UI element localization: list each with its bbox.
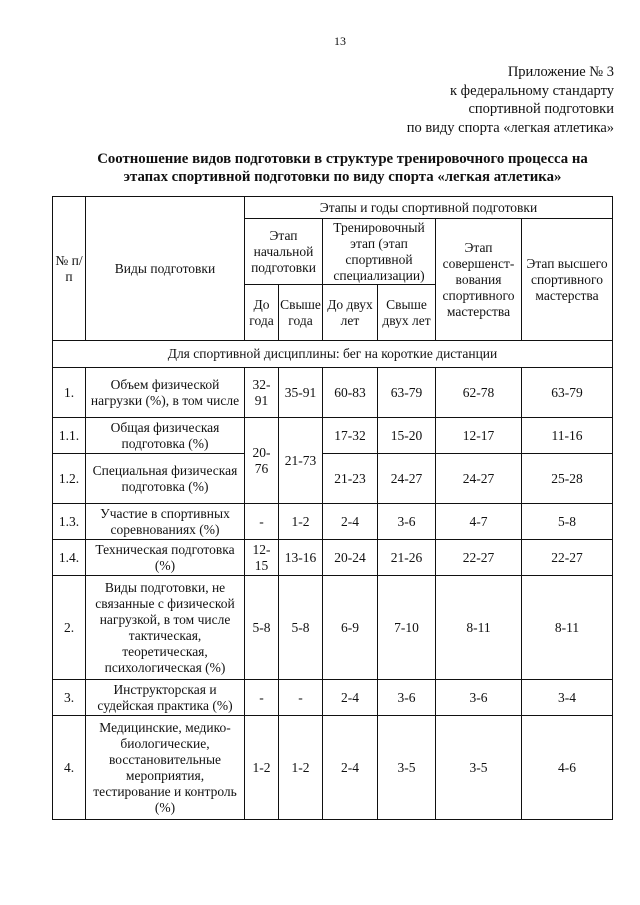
table-row: [53, 418, 613, 454]
cell-value: -: [245, 504, 279, 540]
header-over-two: Свыше двух лет: [378, 285, 436, 341]
cell-value: -: [279, 680, 323, 716]
row-kind: Специальная физическая подготовка (%): [86, 454, 245, 504]
row-num: 1.4.: [53, 540, 86, 576]
cell-value: 5-8: [245, 576, 279, 680]
cell-value: 22-27: [436, 540, 522, 576]
table-row: [53, 716, 613, 820]
cell-value: 63-79: [522, 368, 613, 418]
cell-value: 3-5: [378, 716, 436, 820]
section-title: Для спортивной дисциплины: бег на короткие дистанции: [53, 341, 613, 368]
document-title-line: Соотношение видов подготовки в структуре тренировочного процесса на: [97, 151, 588, 167]
cell-value: 8-11: [522, 576, 613, 680]
cell-value: 12-15: [245, 540, 279, 576]
cell-value: 21-26: [378, 540, 436, 576]
table-row: [53, 680, 613, 716]
cell-value: 13-16: [279, 540, 323, 576]
row-num: 3.: [53, 680, 86, 716]
header-stage-training: Тренировочный этап (этап спортивной специализации): [323, 219, 436, 285]
table-row: [53, 576, 613, 680]
document-title: [70, 150, 615, 186]
table-row: [53, 504, 613, 540]
cell-value: 2-4: [323, 504, 378, 540]
row-num: 1.: [53, 368, 86, 418]
cell-value: 24-27: [378, 454, 436, 504]
document-title-line: этапах спортивной подготовки по виду спорта «легкая атлетика»: [123, 169, 562, 185]
header-stage-higher: Этап высшего спортивного мастерства: [522, 219, 613, 341]
page-number: 13: [334, 34, 346, 48]
table-row: [53, 454, 613, 504]
row-kind: Медицинские, медико-биологические, восстановительные мероприятия, тестирование и контроль (%): [86, 716, 245, 820]
row-kind: Объем физической нагрузки (%), в том числе: [86, 368, 245, 418]
cell-value: 15-20: [378, 418, 436, 454]
cell-value-merged: 20-76: [245, 418, 279, 504]
header-up-to-two: До двух лет: [323, 285, 378, 341]
cell-value: 12-17: [436, 418, 522, 454]
cell-value: 1-2: [279, 716, 323, 820]
cell-value: 3-6: [436, 680, 522, 716]
cell-value: 20-24: [323, 540, 378, 576]
cell-value: 4-7: [436, 504, 522, 540]
row-num: 1.1.: [53, 418, 86, 454]
cell-value: 4-6: [522, 716, 613, 820]
row-num: 1.2.: [53, 454, 86, 504]
cell-value: 3-4: [522, 680, 613, 716]
cell-value: 2-4: [323, 716, 378, 820]
cell-value: 62-78: [436, 368, 522, 418]
cell-value: 1-2: [245, 716, 279, 820]
cell-value: 8-11: [436, 576, 522, 680]
header-stage-initial: Этап начальной подготовки: [245, 219, 323, 285]
header-num: № п/п: [53, 197, 86, 341]
appendix-line: к федеральному стандарту: [450, 82, 614, 99]
cell-value: 32-91: [245, 368, 279, 418]
cell-value: 1-2: [279, 504, 323, 540]
cell-value: 3-6: [378, 504, 436, 540]
header-over-year: Свыше года: [279, 285, 323, 341]
cell-value: 24-27: [436, 454, 522, 504]
appendix-line: спортивной подготовки: [468, 101, 614, 117]
row-kind: Виды подготовки, не связанные с физической нагрузкой, в том числе тактическая, теоретическая, психологическая (%): [86, 576, 245, 680]
cell-value: 7-10: [378, 576, 436, 680]
cell-value: 35-91: [279, 368, 323, 418]
cell-value: 2-4: [323, 680, 378, 716]
table-row: [53, 368, 613, 418]
cell-value: 25-28: [522, 454, 613, 504]
cell-value-merged: 21-73: [279, 418, 323, 504]
row-num: 4.: [53, 716, 86, 820]
cell-value: 11-16: [522, 418, 613, 454]
cell-value: 5-8: [522, 504, 613, 540]
table-row: [53, 540, 613, 576]
header-stage-improvement: Этап совершенст-вования спортивного мастерства: [436, 219, 522, 341]
appendix-block: [407, 63, 614, 137]
row-num: 1.3.: [53, 504, 86, 540]
cell-value: 3-6: [378, 680, 436, 716]
row-kind: Техническая подготовка (%): [86, 540, 245, 576]
header-up-to-year: До года: [245, 285, 279, 341]
appendix-line: Приложение № 3: [507, 64, 614, 80]
row-kind: Участие в спортивных соревнованиях (%): [86, 504, 245, 540]
row-kind: Инструкторская и судейская практика (%): [86, 680, 245, 716]
row-num: 2.: [53, 576, 86, 680]
cell-value: 22-27: [522, 540, 613, 576]
header-stages-group: Этапы и годы спортивной подготовки: [245, 197, 613, 219]
cell-value: 60-83: [323, 368, 378, 418]
cell-value: 17-32: [323, 418, 378, 454]
cell-value: -: [245, 680, 279, 716]
cell-value: 6-9: [323, 576, 378, 680]
cell-value: 21-23: [323, 454, 378, 504]
training-structure-table: [52, 196, 613, 820]
cell-value: 63-79: [378, 368, 436, 418]
cell-value: 5-8: [279, 576, 323, 680]
appendix-line: по виду спорта «легкая атлетика»: [406, 119, 614, 136]
header-kind: Виды подготовки: [86, 197, 245, 341]
row-kind: Общая физическая подготовка (%): [86, 418, 245, 454]
cell-value: 3-5: [436, 716, 522, 820]
